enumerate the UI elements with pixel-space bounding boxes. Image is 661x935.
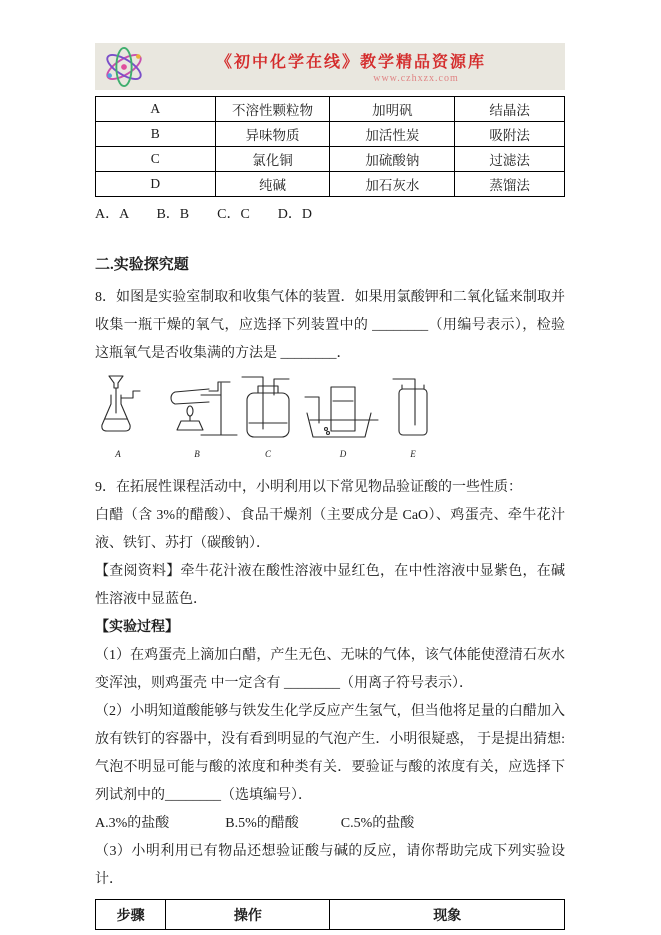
table-cell: 不溶性颗粒物 xyxy=(215,97,330,122)
question-9-step1: （1）在鸡蛋壳上滴加白醋，产生无色、无味的气体，该气体能使澄清石灰水变浑浊，则鸡蛋壳 中一定含有 ________（用离子符号表示）． xyxy=(95,648,565,691)
table-header-cell: 操作 xyxy=(166,900,330,930)
gas-apparatus-diagram xyxy=(97,373,442,465)
question-9-process-heading: 【实验过程】 xyxy=(95,620,179,635)
banner-text-block xyxy=(147,49,555,84)
table-cell: 氯化铜 xyxy=(215,147,330,172)
apparatus-label-e: E xyxy=(410,449,416,459)
table-header-row xyxy=(96,900,565,930)
table-cell: D xyxy=(96,172,216,197)
table-row xyxy=(96,147,565,172)
table-header-cell: 现象 xyxy=(330,900,565,930)
table-cell: 加明矾 xyxy=(330,97,455,122)
table-cell: 过滤法 xyxy=(455,147,565,172)
purification-methods-table xyxy=(95,96,565,197)
answer-options: A．A B．B C．C D．D xyxy=(95,207,313,222)
banner-url: www.czhxzx.com xyxy=(373,73,459,84)
table-cell: 吸附法 xyxy=(455,122,565,147)
table-cell: A xyxy=(96,97,216,122)
question-8-text: 8．如图是实验室制取和收集气体的装置．如果用氯酸钾和二氧化锰来制取并收集一瓶干燥的氧气，应选择下列装置中的 ________（用编号表示），检验这瓶氧气是否收集满的方法是 ________． xyxy=(95,290,565,361)
table-cell: B xyxy=(96,122,216,147)
table-cell: 加活性炭 xyxy=(330,122,455,147)
question-9-choices: A.3%的盐酸 B.5%的醋酸 C.5%的盐酸 xyxy=(95,816,415,831)
table-cell: 结晶法 xyxy=(455,97,565,122)
section-heading: 二.实验探究题 xyxy=(95,257,189,273)
table-cell: C xyxy=(96,147,216,172)
banner-title: 《初中化学在线》教学精品资源库 xyxy=(215,54,486,71)
table-row xyxy=(96,97,565,122)
question-9-reference: 【查阅资料】牵牛花汁液在酸性溶液中显红色，在中性溶液中显紫色，在碱性溶液中显蓝色． xyxy=(95,564,565,607)
site-banner xyxy=(95,43,565,90)
table-cell: 加硫酸钠 xyxy=(330,147,455,172)
table-row xyxy=(96,172,565,197)
apparatus-label-c: C xyxy=(264,449,272,459)
apparatus-label-a: A xyxy=(115,449,121,459)
question-9-step3: （3）小明利用已有物品还想验证酸与碱的反应，请你帮助完成下列实验设计． xyxy=(95,844,565,887)
table-cell: 加石灰水 xyxy=(330,172,455,197)
table-cell: 纯碱 xyxy=(215,172,330,197)
table-row xyxy=(96,122,565,147)
question-9-intro: 9．在拓展性课程活动中，小明利用以下常见物品验证酸的一些性质： xyxy=(95,480,522,495)
question-9-materials: 白醋（含 3%的醋酸）、食品干燥剂（主要成分是 CaO）、鸡蛋壳、牵牛花汁液、铁钉、苏打（碳酸钠）． xyxy=(95,508,565,551)
table-cell: 异味物质 xyxy=(215,122,330,147)
apparatus-figure xyxy=(97,373,565,470)
experiment-design-table xyxy=(95,899,565,930)
question-9-step2: （2）小明知道酸能够与铁发生化学反应产生氢气，但当他将足量的白醋加入放有铁钉的容器中，没有看到明显的气泡产生．小明很疑惑， 于是提出猜想: 气泡不明显可能与酸的浓度和种类有关．要验证与酸的浓度有关，应选择下列试剂中的________（选填编号）． xyxy=(95,704,569,803)
table-cell: 蒸馏法 xyxy=(455,172,565,197)
atom-logo-icon xyxy=(101,46,147,88)
apparatus-label-b: B xyxy=(194,449,200,459)
apparatus-label-d: D xyxy=(339,449,347,459)
table-header-cell: 步骤 xyxy=(96,900,166,930)
